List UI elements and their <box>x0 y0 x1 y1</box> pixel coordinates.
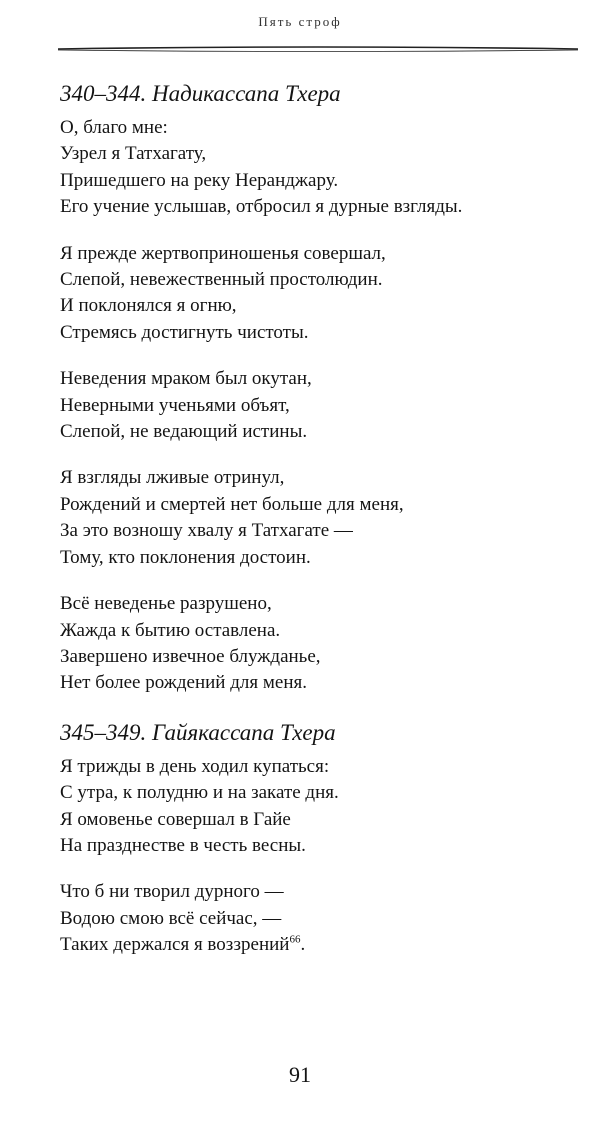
verse-text: Водою смою всё сейчас, — <box>60 907 282 929</box>
page-number: 91 <box>289 1062 311 1087</box>
running-head: Пять строф <box>258 14 342 29</box>
verse-text: Жажда к бытию оставлена. <box>60 619 281 641</box>
verse-line <box>60 754 580 780</box>
verse-text: Завершено извечное блужданье, <box>60 645 321 667</box>
verse-line <box>60 833 580 859</box>
verse-line <box>60 591 580 617</box>
verse-line <box>60 115 580 141</box>
stanza <box>60 591 580 697</box>
verse-line <box>60 194 580 220</box>
verse-text: О, благо мне: <box>60 117 168 138</box>
verse-text: На празднестве в честь весны. <box>60 834 306 856</box>
line-end-punctuation: . <box>300 934 306 956</box>
verse-line <box>60 492 580 518</box>
verse-line <box>60 366 580 392</box>
verse-text: Нет более рождений для меня. <box>60 672 307 694</box>
stanza <box>60 366 580 445</box>
verse-line <box>60 618 580 644</box>
verse-line <box>60 545 580 571</box>
verse-text: Слепой, не ведающий истины. <box>60 421 308 443</box>
verse-line <box>60 879 580 905</box>
verse-text: Я трижды в день ходил купаться: <box>60 755 330 777</box>
verse-text: И поклонялся я огню, <box>60 295 237 317</box>
verse-line <box>60 293 580 319</box>
verse-line <box>60 320 580 346</box>
verse-text: Рождений и смертей нет больше для меня, <box>60 493 404 515</box>
verse-text: Я прежде жертвоприношенья совершал, <box>60 242 386 264</box>
verse-line <box>60 518 580 544</box>
verse-line <box>60 906 580 932</box>
verse-line <box>60 465 580 491</box>
verse-line <box>60 780 580 806</box>
verse-line <box>60 141 580 167</box>
verse-text: Я омовенье совершал в Гайе <box>60 808 291 830</box>
verse-text: Неведения мраком был окутан, <box>60 368 312 390</box>
section-title: 340–344. Надикассапа Тхера <box>60 81 341 106</box>
footnote-marker[interactable]: 66 <box>289 933 301 946</box>
verse-line <box>60 419 580 445</box>
verse-line <box>60 168 580 194</box>
verse-text: Слепой, невежественный простолюдин. <box>60 269 383 291</box>
verse-line <box>60 670 580 696</box>
stanza <box>60 465 580 571</box>
verse-line <box>60 932 580 958</box>
verse-text: За это возношу хвалу я Татхагате — <box>60 520 353 542</box>
section-title: 345–349. Гайякассапа Тхера <box>60 719 336 745</box>
header-rule <box>58 44 578 54</box>
verse-text: Я взгляды лживые отринул, <box>60 467 285 489</box>
verse-text: Его учение услышав, отбросил я дурные взгляды. <box>60 196 463 218</box>
verse-text: Стремясь достигнуть чистоты. <box>60 321 309 343</box>
verse-text: Неверными ученьями объят, <box>60 394 290 416</box>
verse-line <box>60 807 580 833</box>
poem-section <box>60 80 580 697</box>
verse-text: Тому, кто поклонения достоин. <box>60 546 311 568</box>
verse-text: Таких держался я воззрений <box>60 934 290 956</box>
verse-text: Всё неведенье разрушено, <box>60 593 272 615</box>
stanza <box>60 115 580 221</box>
verse-text: Узрел я Татхагату, <box>60 143 207 165</box>
verse-text: Пришедшего на реку Неранджару. <box>60 169 339 191</box>
stanza <box>60 879 580 958</box>
verse-line <box>60 393 580 419</box>
stanza <box>60 754 580 860</box>
stanza <box>60 241 580 347</box>
verse-text: С утра, к полудню и на закате дня. <box>60 782 339 804</box>
verse-line <box>60 267 580 293</box>
verse-line <box>60 241 580 267</box>
poem-content <box>60 80 580 981</box>
poem-section <box>60 719 580 959</box>
verse-text: Что б ни творил дурного — <box>60 881 284 903</box>
verse-line <box>60 644 580 670</box>
